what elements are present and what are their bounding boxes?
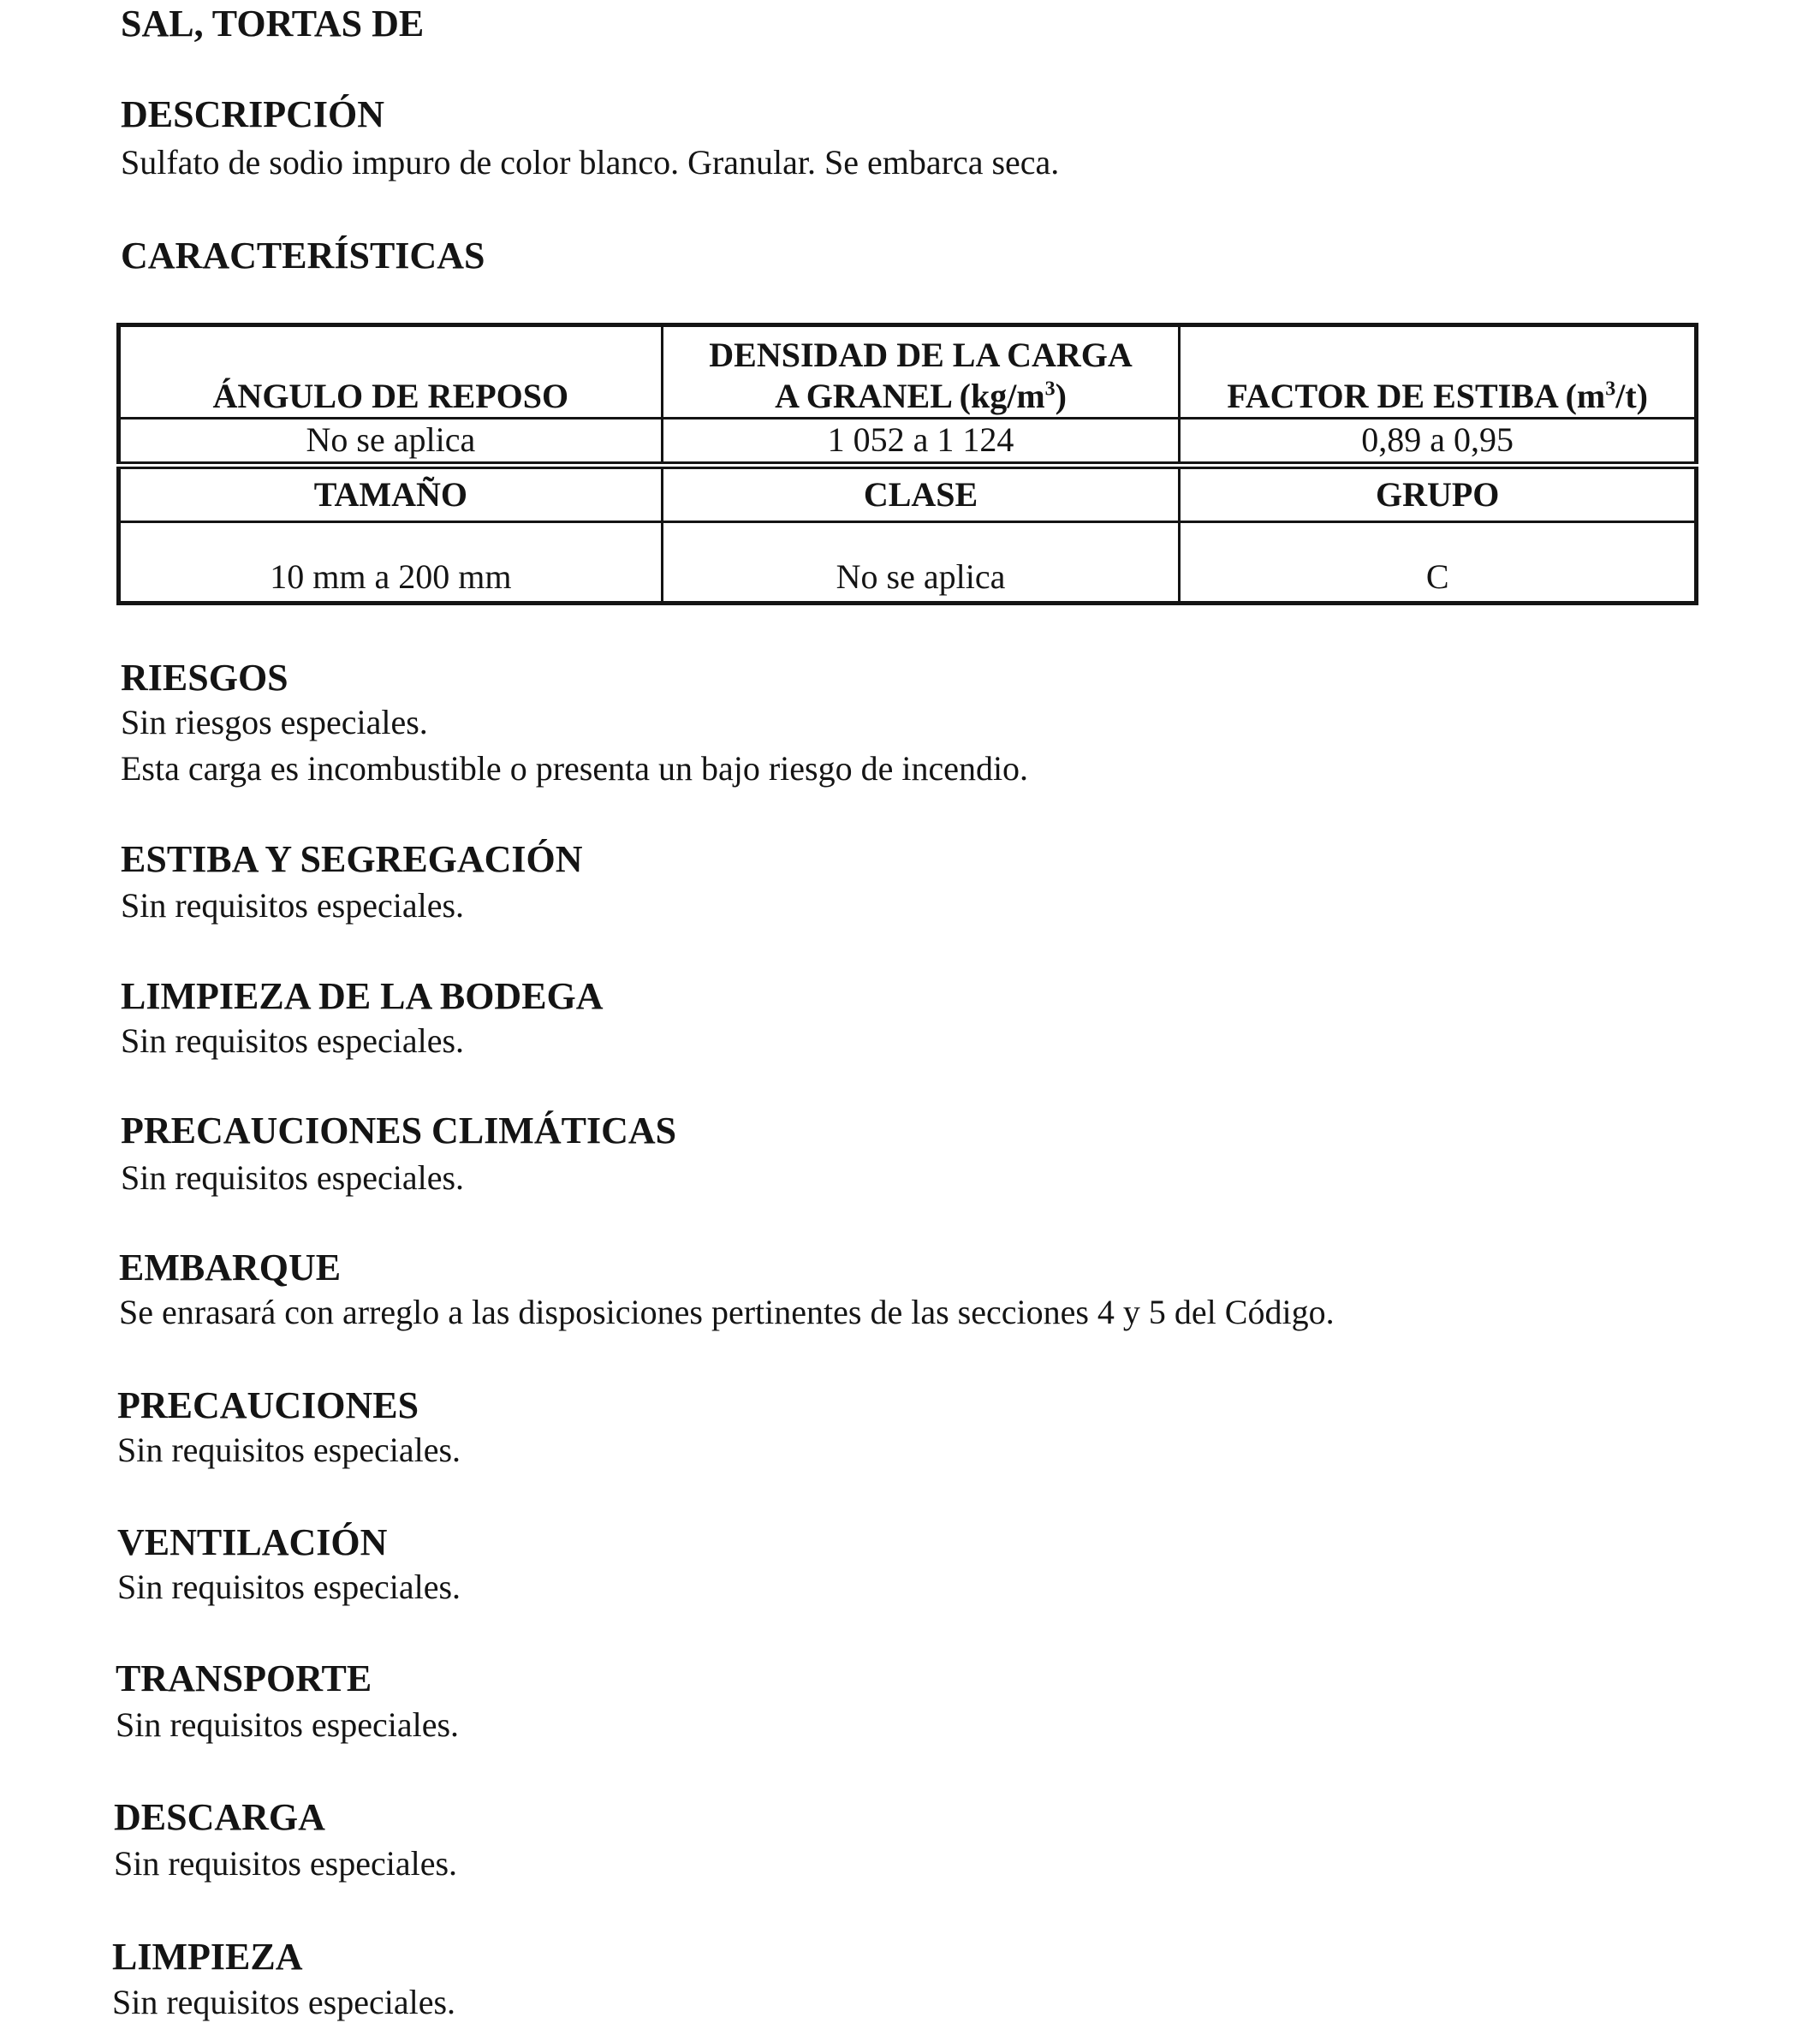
heading-precauciones-climaticas: PRECAUCIONES CLIMÁTICAS — [121, 1110, 677, 1151]
cell-factor-value: 0,89 a 0,95 — [1180, 419, 1697, 466]
text-transporte: Sin requisitos especiales. — [116, 1705, 460, 1744]
heading-caracteristicas: CARACTERÍSTICAS — [121, 235, 485, 277]
heading-embarque: EMBARQUE — [119, 1247, 342, 1288]
document-title: SAL, TORTAS DE — [121, 3, 425, 45]
table-header-row-1 — [119, 325, 1697, 419]
header-tamano: TAMAÑO — [119, 465, 663, 522]
header-factor-de-estiba: FACTOR DE ESTIBA $(m^3/t)$ — [1180, 325, 1697, 419]
text-precauciones: Sin requisitos especiales. — [117, 1431, 461, 1469]
heading-ventilacion: VENTILACIÓN — [117, 1521, 388, 1563]
text-riesgos-line2: Esta carga es incombustible o presenta un bajo riesgo de incendio. — [121, 749, 1029, 788]
cell-tamano-value: 10 mm a 200 mm — [119, 522, 663, 604]
cell-grupo-value: C — [1180, 522, 1697, 604]
text-descarga: Sin requisitos especiales. — [114, 1844, 458, 1883]
characteristics-table — [116, 323, 1698, 605]
header-angulo-de-reposo: ÁNGULO DE REPOSO — [119, 325, 663, 419]
heading-limpieza: LIMPIEZA — [112, 1936, 303, 1978]
text-limpieza: Sin requisitos especiales. — [112, 1983, 456, 2021]
text-precauciones-climaticas: Sin requisitos especiales. — [121, 1158, 465, 1197]
heading-estiba-y-segregacion: ESTIBA Y SEGREGACIÓN — [121, 838, 583, 880]
heading-precauciones: PRECAUCIONES — [117, 1384, 419, 1426]
header-densidad-line2: A GRANEL $(kg/m^3)$ — [775, 377, 1067, 415]
text-estiba-y-segregacion: Sin requisitos especiales. — [121, 886, 465, 925]
text-descripcion: Sulfato de sodio impuro de color blanco. Granular. Se embarca seca. — [121, 143, 1060, 181]
text-embarque: Se enrasará con arreglo a las disposiciones pertinentes de las secciones 4 y 5 del Código. — [119, 1293, 1335, 1331]
table-row — [119, 419, 1697, 466]
table-row — [119, 522, 1697, 604]
cell-densidad-value: 1 052 a 1 124 — [662, 419, 1180, 466]
cell-clase-value: No se aplica — [662, 522, 1180, 604]
header-grupo: GRUPO — [1180, 465, 1697, 522]
text-ventilacion: Sin requisitos especiales. — [117, 1568, 461, 1606]
table-header-row-2 — [119, 465, 1697, 522]
text-limpieza-de-la-bodega: Sin requisitos especiales. — [121, 1021, 465, 1060]
header-densidad — [662, 325, 1180, 419]
text-riesgos-line1: Sin riesgos especiales. — [121, 703, 428, 741]
header-clase: CLASE — [662, 465, 1180, 522]
cell-angulo-value: No se aplica — [119, 419, 663, 466]
heading-limpieza-de-la-bodega: LIMPIEZA DE LA BODEGA — [121, 975, 604, 1017]
heading-riesgos: RIESGOS — [121, 657, 288, 699]
heading-transporte: TRANSPORTE — [116, 1657, 372, 1699]
heading-descarga: DESCARGA — [114, 1796, 325, 1838]
heading-descripcion: DESCRIPCIÓN — [121, 93, 385, 135]
header-densidad-line1: DENSIDAD DE LA CARGA — [709, 336, 1133, 374]
